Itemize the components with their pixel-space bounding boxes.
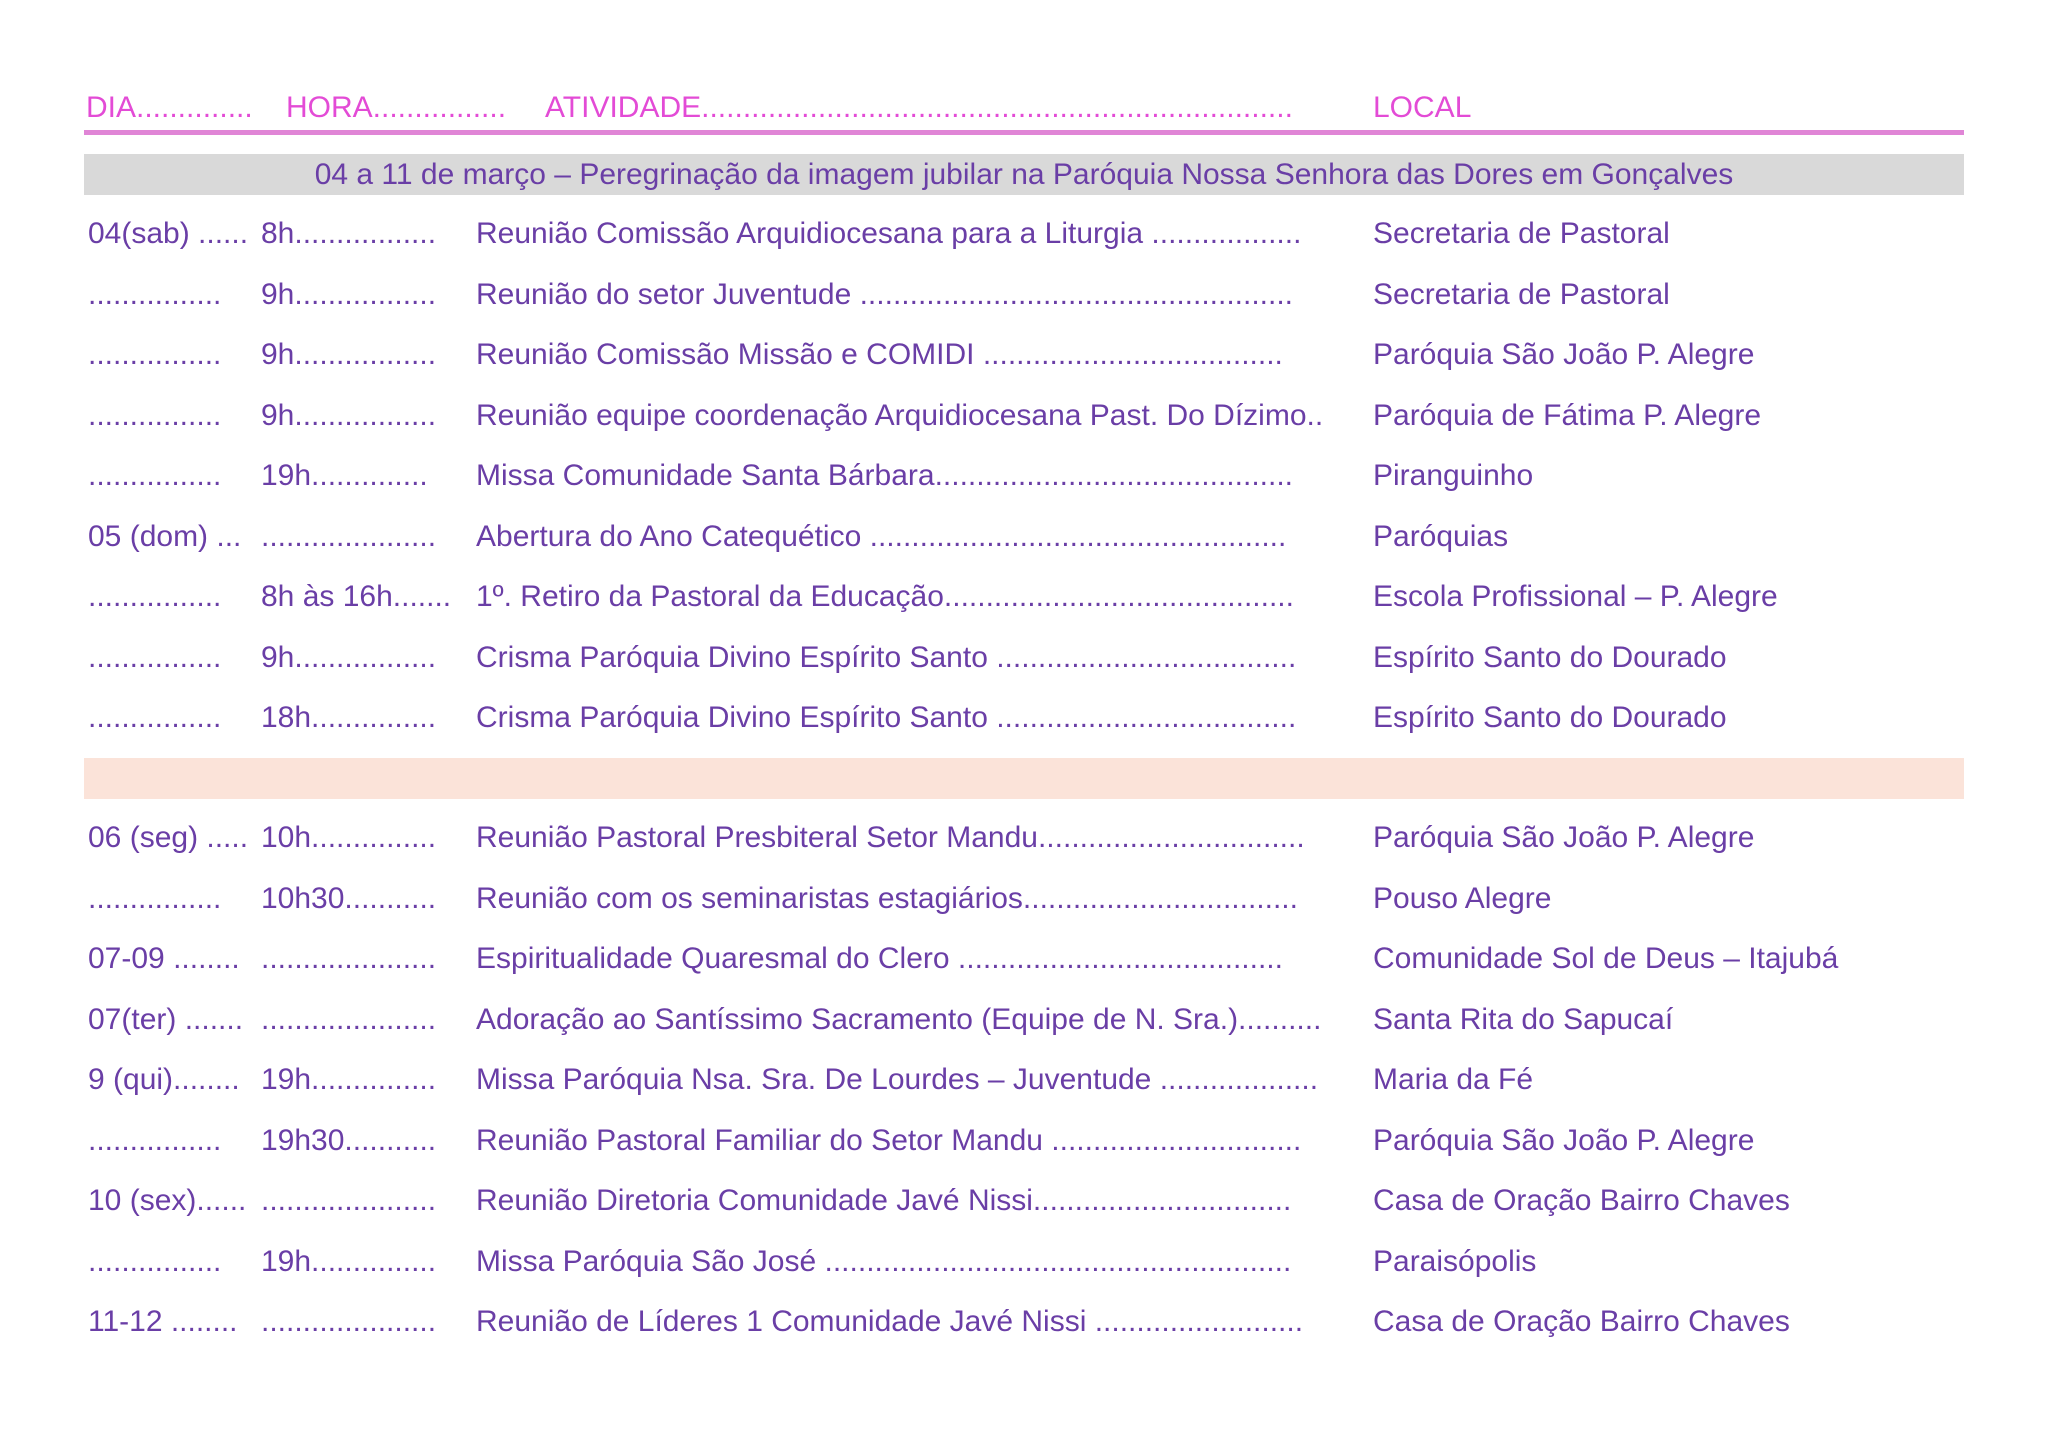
local-cell: Secretaria de Pastoral xyxy=(1373,217,1670,250)
atividade-cell: Reunião com os seminaristas estagiários................................. xyxy=(476,881,1298,915)
atividade-cell: Crisma Paróquia Divino Espírito Santo .................................... xyxy=(476,701,1297,734)
hora-cell: 8h................. xyxy=(261,217,437,250)
hora-cell: 9h................. xyxy=(261,398,437,432)
schedule-row xyxy=(0,514,2048,560)
banner-band xyxy=(84,154,1964,195)
dia-cell: 9 (qui)........ xyxy=(88,1063,240,1096)
dia-cell: ................ xyxy=(88,338,222,371)
banner-title: 04 a 11 de março – Peregrinação da imagem jubilar na Paróquia Nossa Senhora das Dores em Gonçalves xyxy=(314,158,1734,191)
schedule-row xyxy=(0,332,2048,378)
schedule-row xyxy=(0,393,2048,439)
dia-cell: ................ xyxy=(88,1123,222,1157)
schedule-row xyxy=(0,695,2048,741)
dia-cell: ................ xyxy=(88,1244,222,1278)
hora-cell: ..................... xyxy=(261,1002,437,1036)
atividade-cell: Missa Comunidade Santa Bárbara........................................... xyxy=(476,459,1293,492)
hora-cell: 9h................. xyxy=(261,277,437,311)
hora-cell: 8h às 16h....... xyxy=(261,580,452,613)
schedule-row xyxy=(0,815,2048,861)
schedule-row xyxy=(0,1239,2048,1285)
local-cell: Paróquia São João P. Alegre xyxy=(1373,1123,1755,1157)
local-cell: Piranguinho xyxy=(1373,459,1534,492)
atividade-cell: Reunião Pastoral Familiar do Setor Mandu .............................. xyxy=(476,1123,1302,1157)
atividade-cell: 1º. Retiro da Pastoral da Educação.......................................... xyxy=(476,580,1294,613)
header-local: LOCAL xyxy=(1373,91,1472,124)
dia-cell: ................ xyxy=(88,701,222,734)
dia-cell: ................ xyxy=(88,398,222,432)
local-cell: Maria da Fé xyxy=(1373,1063,1534,1096)
hora-cell: 19h30........... xyxy=(261,1123,437,1157)
hora-cell: 19h.............. xyxy=(261,459,428,492)
hora-cell: ..................... xyxy=(261,519,437,553)
atividade-cell: Crisma Paróquia Divino Espírito Santo .................................... xyxy=(476,640,1297,674)
dia-cell: 07(ter) ....... xyxy=(88,1002,244,1036)
hora-cell: 19h............... xyxy=(261,1244,437,1278)
hora-cell: ..................... xyxy=(261,942,437,975)
local-cell: Paróquia de Fátima P. Alegre xyxy=(1373,398,1762,432)
dia-cell: ................ xyxy=(88,277,222,311)
schedule-row xyxy=(0,876,2048,922)
atividade-cell: Reunião do setor Juventude .................................................... xyxy=(476,277,1294,311)
hora-cell: 18h............... xyxy=(261,701,437,734)
header-dia: DIA.............. xyxy=(86,91,253,124)
dia-cell: 06 (seg) ..... xyxy=(88,821,249,854)
local-cell: Espírito Santo do Dourado xyxy=(1373,640,1727,674)
hora-cell: 10h............... xyxy=(261,821,437,854)
header-rule xyxy=(84,130,1964,135)
dia-cell: ................ xyxy=(88,640,222,674)
schedule-row xyxy=(0,574,2048,620)
hora-cell: 19h............... xyxy=(261,1063,437,1096)
atividade-cell: Reunião Comissão Arquidiocesana para a Liturgia .................. xyxy=(476,217,1302,250)
dia-cell: ................ xyxy=(88,881,222,915)
local-cell: Paróquia São João P. Alegre xyxy=(1373,338,1755,371)
schedule-row xyxy=(0,1178,2048,1224)
local-cell: Paraisópolis xyxy=(1373,1244,1537,1278)
atividade-cell: Espiritualidade Quaresmal do Clero ....................................... xyxy=(476,942,1283,975)
local-cell: Espírito Santo do Dourado xyxy=(1373,701,1727,734)
schedule-row xyxy=(0,272,2048,318)
separator-band xyxy=(84,758,1964,799)
atividade-cell: Missa Paróquia São José ........................................................ xyxy=(476,1244,1292,1278)
dia-cell: ................ xyxy=(88,580,222,613)
atividade-cell: Reunião Pastoral Presbiteral Setor Mandu................................ xyxy=(476,821,1305,854)
schedule-row xyxy=(0,997,2048,1043)
local-cell: Comunidade Sol de Deus – Itajubá xyxy=(1373,942,1839,975)
dia-cell: 04(sab) ...... xyxy=(88,217,249,250)
schedule-row xyxy=(0,936,2048,982)
schedule-row xyxy=(0,211,2048,257)
schedule-row xyxy=(0,1299,2048,1345)
atividade-cell: Reunião Comissão Missão e COMIDI .................................... xyxy=(476,338,1283,371)
schedule-row xyxy=(0,453,2048,499)
local-cell: Paróquias xyxy=(1373,519,1509,553)
schedule-row xyxy=(0,1057,2048,1103)
local-cell: Escola Profissional – P. Alegre xyxy=(1373,580,1778,613)
local-cell: Paróquia São João P. Alegre xyxy=(1373,821,1755,854)
dia-cell: 05 (dom) ... xyxy=(88,519,242,553)
schedule-row xyxy=(0,635,2048,681)
header-atividade: ATIVIDADE....................................................................... xyxy=(545,91,1293,124)
hora-cell: 9h................. xyxy=(261,338,437,371)
dia-cell: ................ xyxy=(88,459,222,492)
local-cell: Santa Rita do Sapucaí xyxy=(1373,1002,1674,1036)
atividade-cell: Adoração ao Santíssimo Sacramento (Equipe de N. Sra.).......... xyxy=(476,1002,1322,1036)
atividade-cell: Abertura do Ano Catequético .................................................. xyxy=(476,519,1287,553)
local-cell: Secretaria de Pastoral xyxy=(1373,277,1670,311)
local-cell: Casa de Oração Bairro Chaves xyxy=(1373,1184,1790,1217)
atividade-cell: Missa Paróquia Nsa. Sra. De Lourdes – Juventude ................... xyxy=(476,1063,1319,1096)
hora-cell: 10h30........... xyxy=(261,881,437,915)
atividade-cell: Reunião de Líderes 1 Comunidade Javé Nissi ......................... xyxy=(476,1305,1304,1338)
hora-cell: ..................... xyxy=(261,1305,437,1338)
local-cell: Casa de Oração Bairro Chaves xyxy=(1373,1305,1790,1338)
dia-cell: 10 (sex)...... xyxy=(88,1184,247,1217)
local-cell: Pouso Alegre xyxy=(1373,881,1552,915)
header-hora: HORA................ xyxy=(286,91,507,124)
dia-cell: 07-09 ........ xyxy=(88,942,240,975)
hora-cell: 9h................. xyxy=(261,640,437,674)
atividade-cell: Reunião equipe coordenação Arquidiocesana Past. Do Dízimo.. xyxy=(476,398,1324,432)
schedule-row xyxy=(0,1118,2048,1164)
hora-cell: ..................... xyxy=(261,1184,437,1217)
atividade-cell: Reunião Diretoria Comunidade Javé Nissi............................... xyxy=(476,1184,1292,1217)
dia-cell: 11-12 ........ xyxy=(88,1305,238,1338)
